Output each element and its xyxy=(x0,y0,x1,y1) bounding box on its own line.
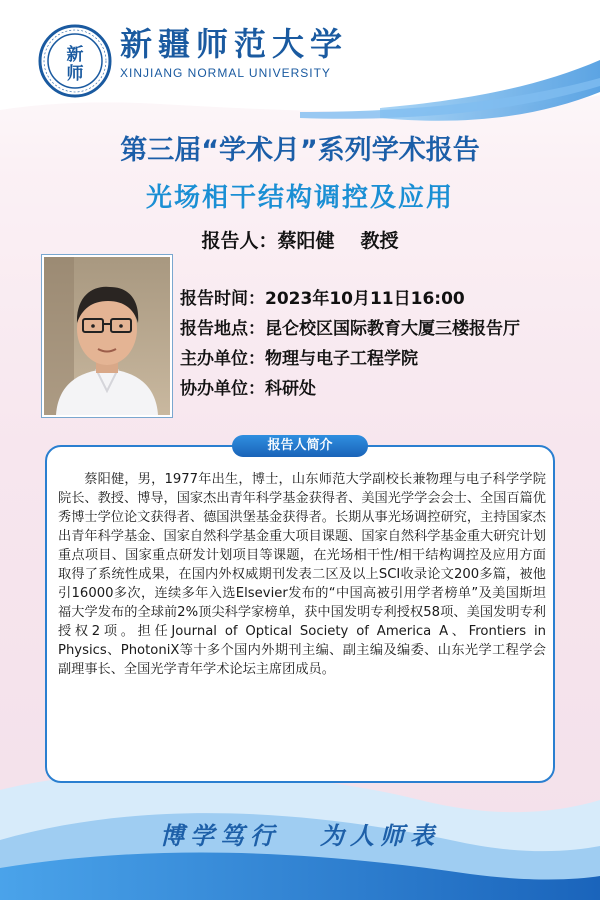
info-co-host xyxy=(180,376,520,406)
info-label: 报告时间： xyxy=(180,289,265,309)
university-logo xyxy=(38,24,112,98)
info-value: 昆仑校区国际教育大厦三楼报告厅 xyxy=(265,319,520,339)
motto xyxy=(0,816,600,851)
motto-part-2: 为人师表 xyxy=(320,821,440,850)
info-label: 主办单位： xyxy=(180,349,265,369)
intro-heading: 报告人简介 xyxy=(232,435,368,457)
info-time xyxy=(180,286,520,316)
speaker-photo xyxy=(42,255,172,417)
talk-info xyxy=(180,286,520,406)
svg-text:师: 师 xyxy=(66,64,84,84)
event-title: 第三届“学术月”系列学术报告 xyxy=(120,135,480,166)
speaker-name: 报告人：蔡阳健 xyxy=(201,230,335,252)
info-value: 物理与电子工程学院 xyxy=(265,349,418,369)
info-label: 报告地点： xyxy=(180,319,265,339)
info-location xyxy=(180,316,520,346)
talk-title: 光场相干结构调控及应用 xyxy=(145,183,454,213)
university-name-cn: 新疆师范大学 xyxy=(120,25,349,63)
intro-text xyxy=(58,470,546,679)
svg-text:新: 新 xyxy=(66,45,84,65)
info-value: 科研处 xyxy=(265,379,316,399)
intro-body: 蔡阳健，男，1977年出生，博士，山东师范大学副校长兼物理与电子科学学院院长、教授、博导，国家杰出青年科学基金获得者、美国光学学会会士、全国百篇优秀博士学位论文获得者、德国洪堡基金获得者。长期从事光场调控研究，主持国家杰出青年科学基金、国家自然科学基金重大项目课题、国家自然科学基金重大研究计划重点项目、国家重点研发计划项目等课题，在光场相干性/相干结构调控及应用方面取得了系统性成果，在国内外权威期刊发表二区及以上SCI收录论文200多篇，被他引16000多次，连续多年入选Elsevier发布的“中国高被引用学者榜单”及美国斯坦福大学发布的全球前2%顶尖科学家榜单，获中国发明专利授权58项、美国发明专利授权2项。担任Journal of Optical Society of America A、Frontiers in Physics、PhotoniX等十多个国内外期刊主编、副主编及编委、山东光学工程学会副理事长、全国光学青年学术论坛主席团成员。 xyxy=(58,472,546,677)
info-value: 2023年10月11日16:00 xyxy=(265,289,465,309)
speaker-title: 教授 xyxy=(360,230,399,252)
speaker-line xyxy=(0,226,600,253)
university-name-en: XINJIANG NORMAL UNIVERSITY xyxy=(120,66,331,80)
motto-part-1: 博学笃行 xyxy=(160,821,280,850)
info-host xyxy=(180,346,520,376)
info-label: 协办单位： xyxy=(180,379,265,399)
university-name-block xyxy=(120,24,348,80)
